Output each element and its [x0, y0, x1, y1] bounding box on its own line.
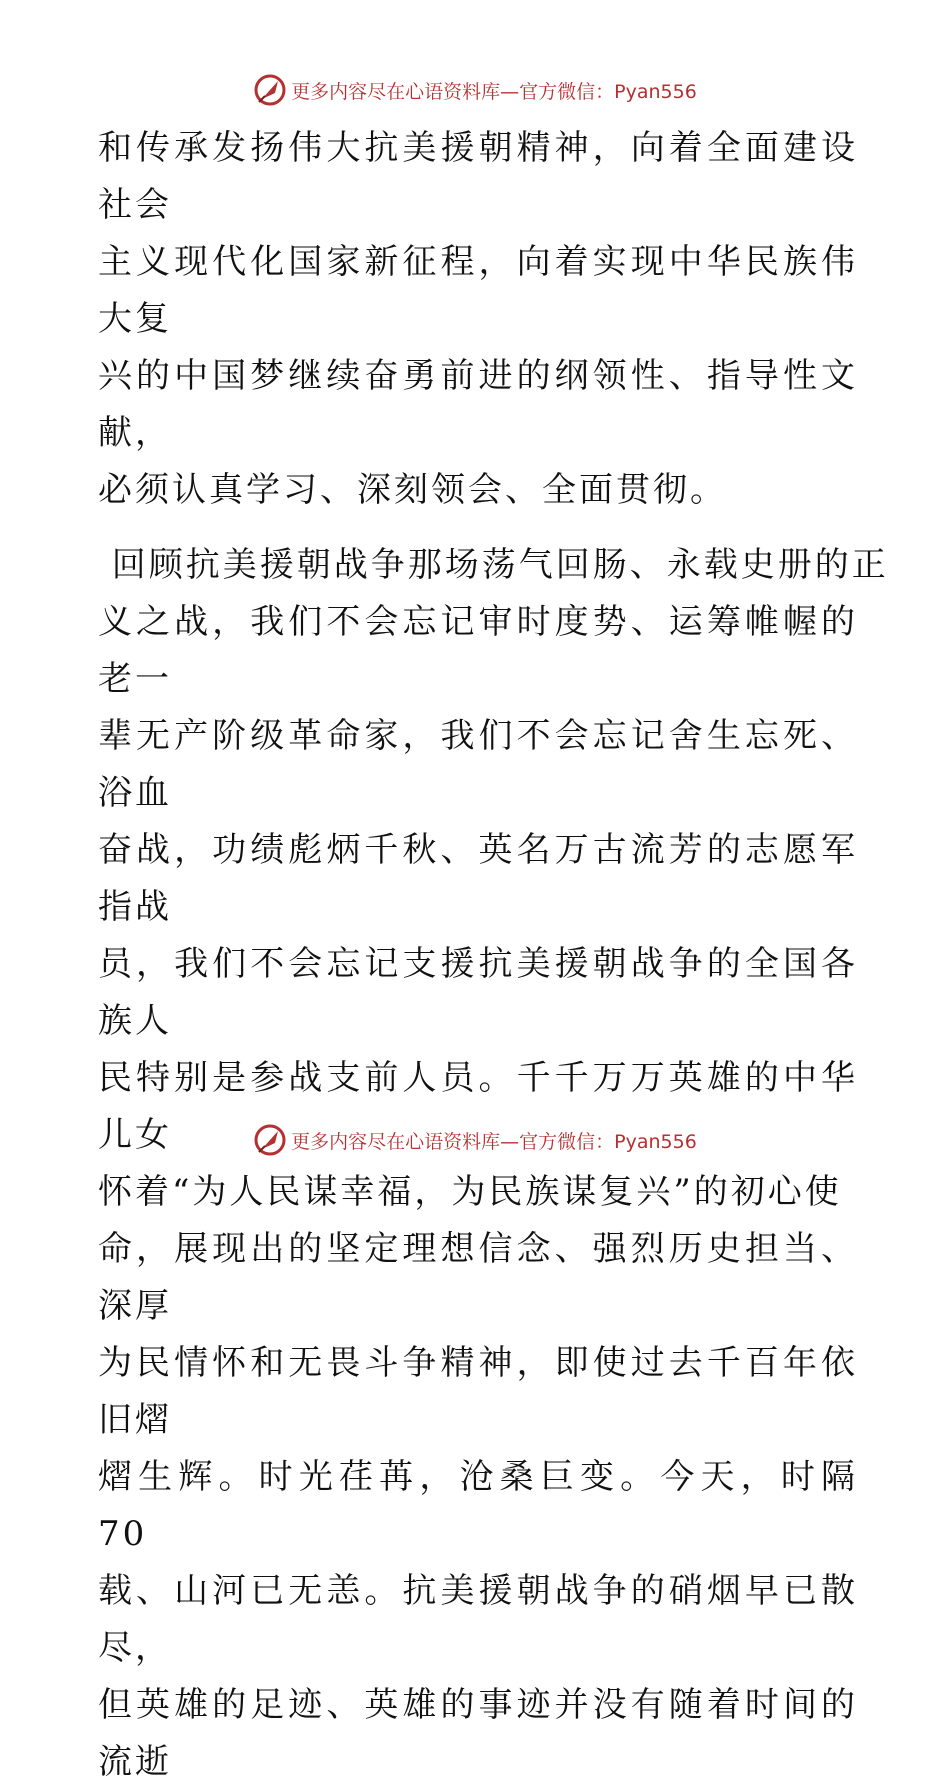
text-line: 为民情怀和无畏斗争精神，即使过去千百年依旧熠: [98, 1343, 858, 1440]
quill-pen-logo-icon: [253, 1123, 287, 1157]
header-banner-text: 更多内容尽在心语资料库—官方微信：Pyan556: [291, 80, 697, 103]
text-line: 命，展现出的坚定理想信念、强烈历史担当、深厚: [98, 1229, 858, 1326]
text-line: 载、山河已无恙。抗美援朝战争的硝烟早已散尽，: [98, 1571, 858, 1668]
text-line: 兴的中国梦继续奋勇前进的纲领性、指导性文献，: [98, 356, 858, 453]
text-line: 员，我们不会忘记支援抗美援朝战争的全国各族人: [98, 944, 858, 1041]
text-line: 主义现代化国家新征程，向着实现中华民族伟大复: [98, 242, 858, 339]
paragraph-1: [98, 120, 858, 519]
text-line: 熠生辉。时光荏苒，沧桑巨变。今天，时隔 70: [98, 1457, 858, 1554]
text-line: 回顾抗美援朝战争那场荡气回肠、永载史册的正: [98, 545, 889, 585]
text-line: 怀着“为人民谋幸福，为民族谋复兴”的初心使: [98, 1172, 842, 1212]
footer-banner: [0, 1120, 950, 1160]
text-line: 民特别是参战支前人员。千千万万英雄的中华儿女: [98, 1058, 858, 1155]
text-line: 辈无产阶级革命家，我们不会忘记舍生忘死、浴血: [98, 716, 858, 813]
header-banner: [0, 70, 950, 110]
document-body: [98, 120, 889, 1791]
text-line: 但英雄的足迹、英雄的事迹并没有随着时间的流逝: [98, 1685, 858, 1782]
footer-banner-text: 更多内容尽在心语资料库—官方微信：Pyan556: [291, 1130, 697, 1153]
text-line: 必须认真学习、深刻领会、全面贯彻。: [98, 470, 727, 510]
text-line: 义之战，我们不会忘记审时度势、运筹帷幄的老一: [98, 602, 858, 699]
paragraph-2: [98, 537, 889, 1791]
text-line: 和传承发扬伟大抗美援朝精神，向着全面建设社会: [98, 128, 858, 225]
text-line: 奋战，功绩彪炳千秋、英名万古流芳的志愿军指战: [98, 830, 858, 927]
quill-pen-logo-icon: [253, 73, 287, 107]
